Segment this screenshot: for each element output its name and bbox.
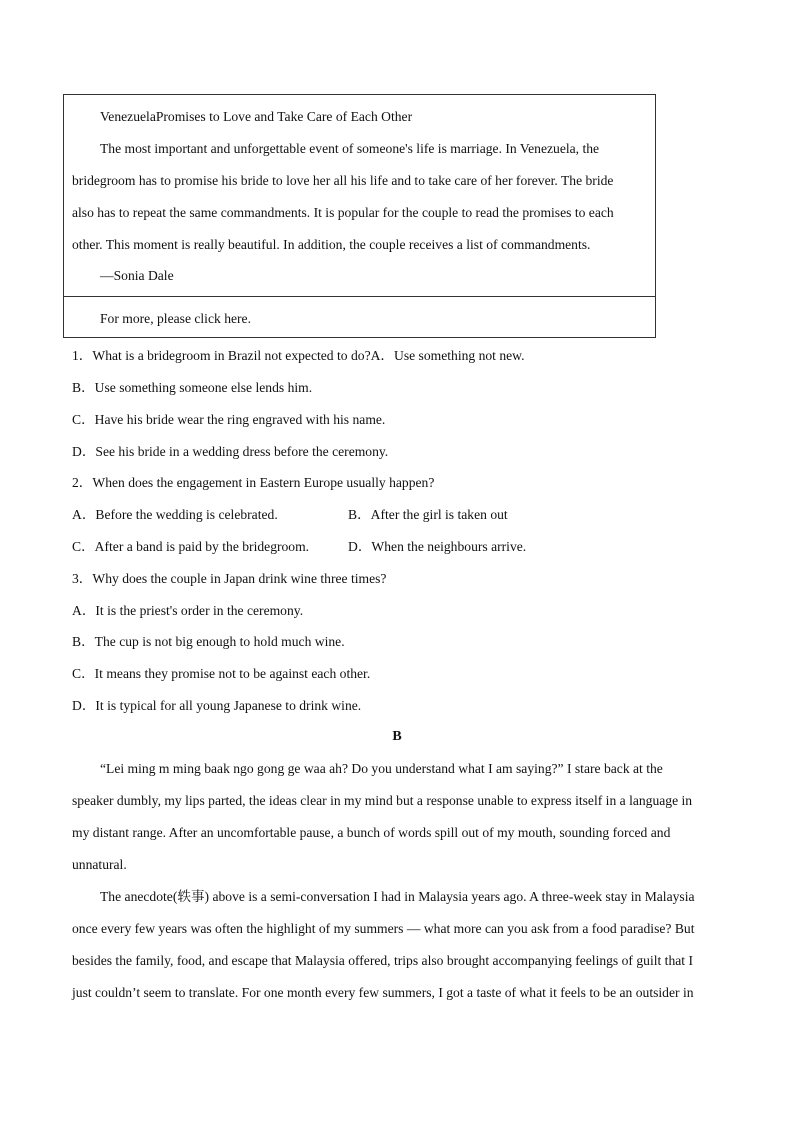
question-3-option-d: D．It is typical for all young Japanese to drink wine. — [72, 698, 362, 713]
question-2-option-c: C．After a band is paid by the bridegroom. — [72, 539, 310, 554]
passage-line: just couldn’t seem to translate. For one month every few summers, I got a taste of what it feels to be an outsider in — [72, 985, 694, 1000]
more-link-text: For more, please click here. — [100, 311, 251, 326]
question-2-option-a: A．Before the wedding is celebrated. — [72, 507, 278, 522]
passage-line: speaker dumbly, my lips parted, the ideas clear in my mind but a response unable to express itself in a language in — [72, 793, 693, 808]
article-box — [63, 94, 656, 338]
passage-line: my distant range. After an uncomfortable pause, a bunch of words spill out of my mouth, sounding forced and — [72, 825, 671, 840]
article-line: bridegroom has to promise his bride to love her all his life and to take care of her forever. The bride — [72, 173, 614, 188]
question-3-option-a: A．It is the priest's order in the ceremony. — [72, 603, 304, 618]
passage-line: once every few years was often the highlight of my summers — what more can you ask from a food paradise? But — [72, 921, 695, 936]
article-line: other. This moment is really beautiful. In addition, the couple receives a list of commandments. — [72, 237, 591, 252]
passage-line: besides the family, food, and escape that Malaysia offered, trips also brought accompanying feelings of guilt that I — [72, 953, 693, 968]
question-3-option-b: B．The cup is not big enough to hold much wine. — [72, 634, 345, 649]
article-line: The most important and unforgettable event of someone's life is marriage. In Venezuela, the — [100, 141, 600, 156]
article-title: VenezuelaPromises to Love and Take Care of Each Other — [100, 109, 413, 124]
section-heading: B — [392, 729, 402, 744]
question-1-option-b: B．Use something someone else lends him. — [72, 380, 313, 395]
question-2-option-b: B．After the girl is taken out — [348, 507, 508, 522]
article-author: —Sonia Dale — [100, 268, 174, 283]
passage-line: “Lei ming m ming baak ngo gong ge waa ah? Do you understand what I am saying?” I stare back at the — [100, 761, 663, 776]
box-divider — [64, 296, 655, 297]
question-1-option-c: C．Have his bride wear the ring engraved with his name. — [72, 412, 386, 427]
question-2: 2．When does the engagement in Eastern Europe usually happen? — [72, 475, 435, 490]
passage-line: The anecdote(轶事) above is a semi-conversation I had in Malaysia years ago. A three-week stay in Malaysia — [100, 889, 695, 904]
article-line: also has to repeat the same commandments. It is popular for the couple to read the promises to each — [72, 205, 614, 220]
passage-line: unnatural. — [72, 857, 127, 872]
question-3: 3．Why does the couple in Japan drink wine three times? — [72, 571, 387, 586]
question-2-option-d: D．When the neighbours arrive. — [348, 539, 527, 554]
question-3-option-c: C．It means they promise not to be against each other. — [72, 666, 371, 681]
question-1: 1．What is a bridegroom in Brazil not expected to do?A．Use something not new. — [72, 348, 525, 363]
question-1-option-d: D．See his bride in a wedding dress before the ceremony. — [72, 444, 389, 459]
